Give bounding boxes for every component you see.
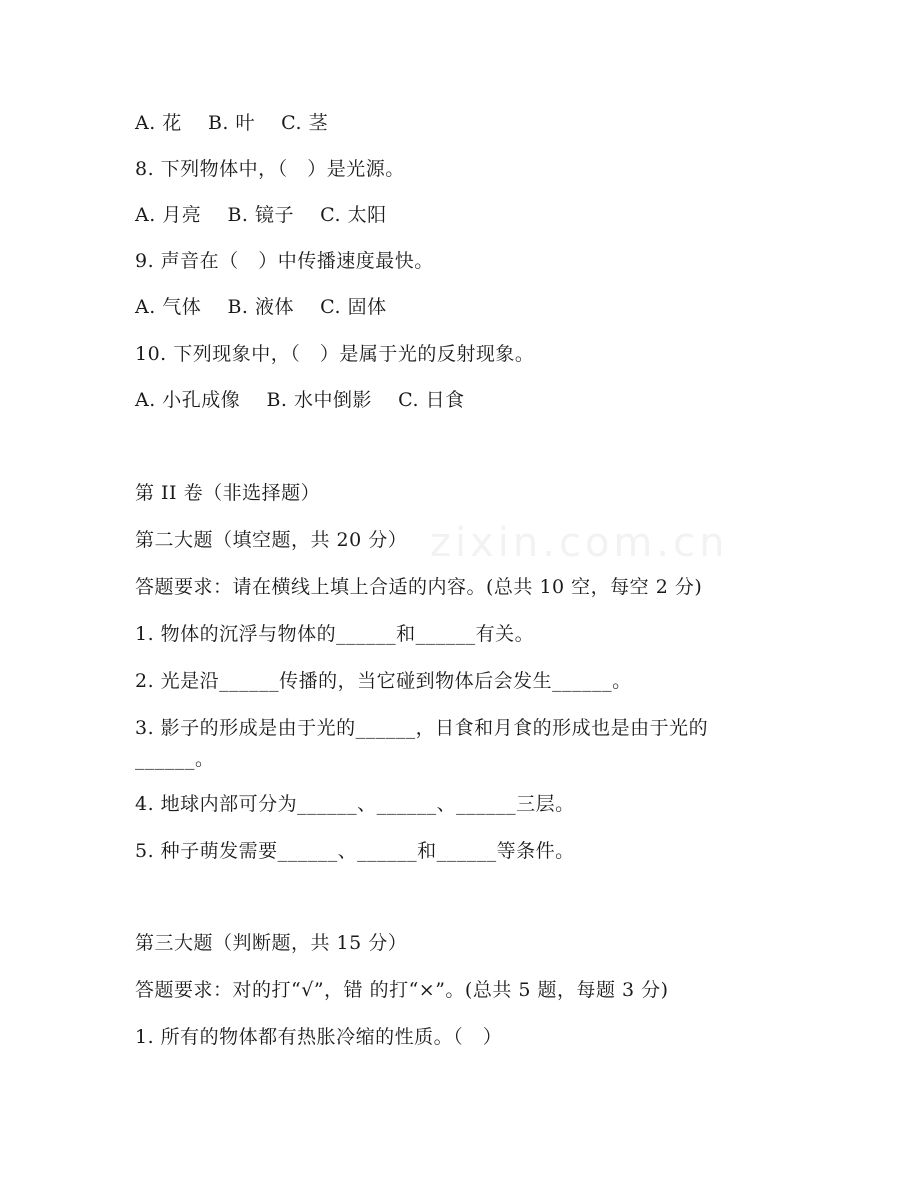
q8-options: A. 月亮 B. 镜子 C. 太阳 xyxy=(135,204,387,226)
fill-q1: 1. 物体的沉浮与物体的______和______有关。 xyxy=(135,623,535,645)
q9-options: A. 气体 B. 液体 C. 固体 xyxy=(135,296,387,318)
fill-q4: 4. 地球内部可分为______、______、______三层。 xyxy=(135,793,575,815)
section-2-instructions: 答题要求：请在横线上填上合适的内容。(总共 10 空，每空 2 分) xyxy=(135,576,703,598)
fill-q3: 3. 影子的形成是由于光的______，日食和月食的形成也是由于光的 xyxy=(135,717,709,739)
section-2-heading: 第二大题（填空题，共 20 分） xyxy=(135,529,408,551)
section-3-heading: 第三大题（判断题，共 15 分） xyxy=(135,932,408,954)
q7-options: A. 花 B. 叶 C. 茎 xyxy=(135,112,329,134)
q9-question: 9. 声音在（ ）中传播速度最快。 xyxy=(135,250,434,272)
q10-options: A. 小孔成像 B. 水中倒影 C. 日食 xyxy=(135,389,465,411)
fill-q5: 5. 种子萌发需要______、______和______等条件。 xyxy=(135,840,575,862)
q10-question: 10. 下列现象中，（ ）是属于光的反射现象。 xyxy=(135,343,535,365)
judge-q1: 1. 所有的物体都有热胀冷缩的性质。（ ） xyxy=(135,1026,503,1048)
watermark: zixin.com.cn xyxy=(430,520,729,566)
fill-q3-continued: ______。 xyxy=(135,748,215,770)
fill-q2: 2. 光是沿______传播的，当它碰到物体后会发生______。 xyxy=(135,670,632,692)
q8-question: 8. 下列物体中，（ ）是光源。 xyxy=(135,158,405,180)
section-3-instructions: 答题要求：对的打“√”，错 的打“×”。(总共 5 题，每题 3 分) xyxy=(135,979,669,1001)
volume-2-heading: 第 II 卷（非选择题） xyxy=(135,482,321,504)
